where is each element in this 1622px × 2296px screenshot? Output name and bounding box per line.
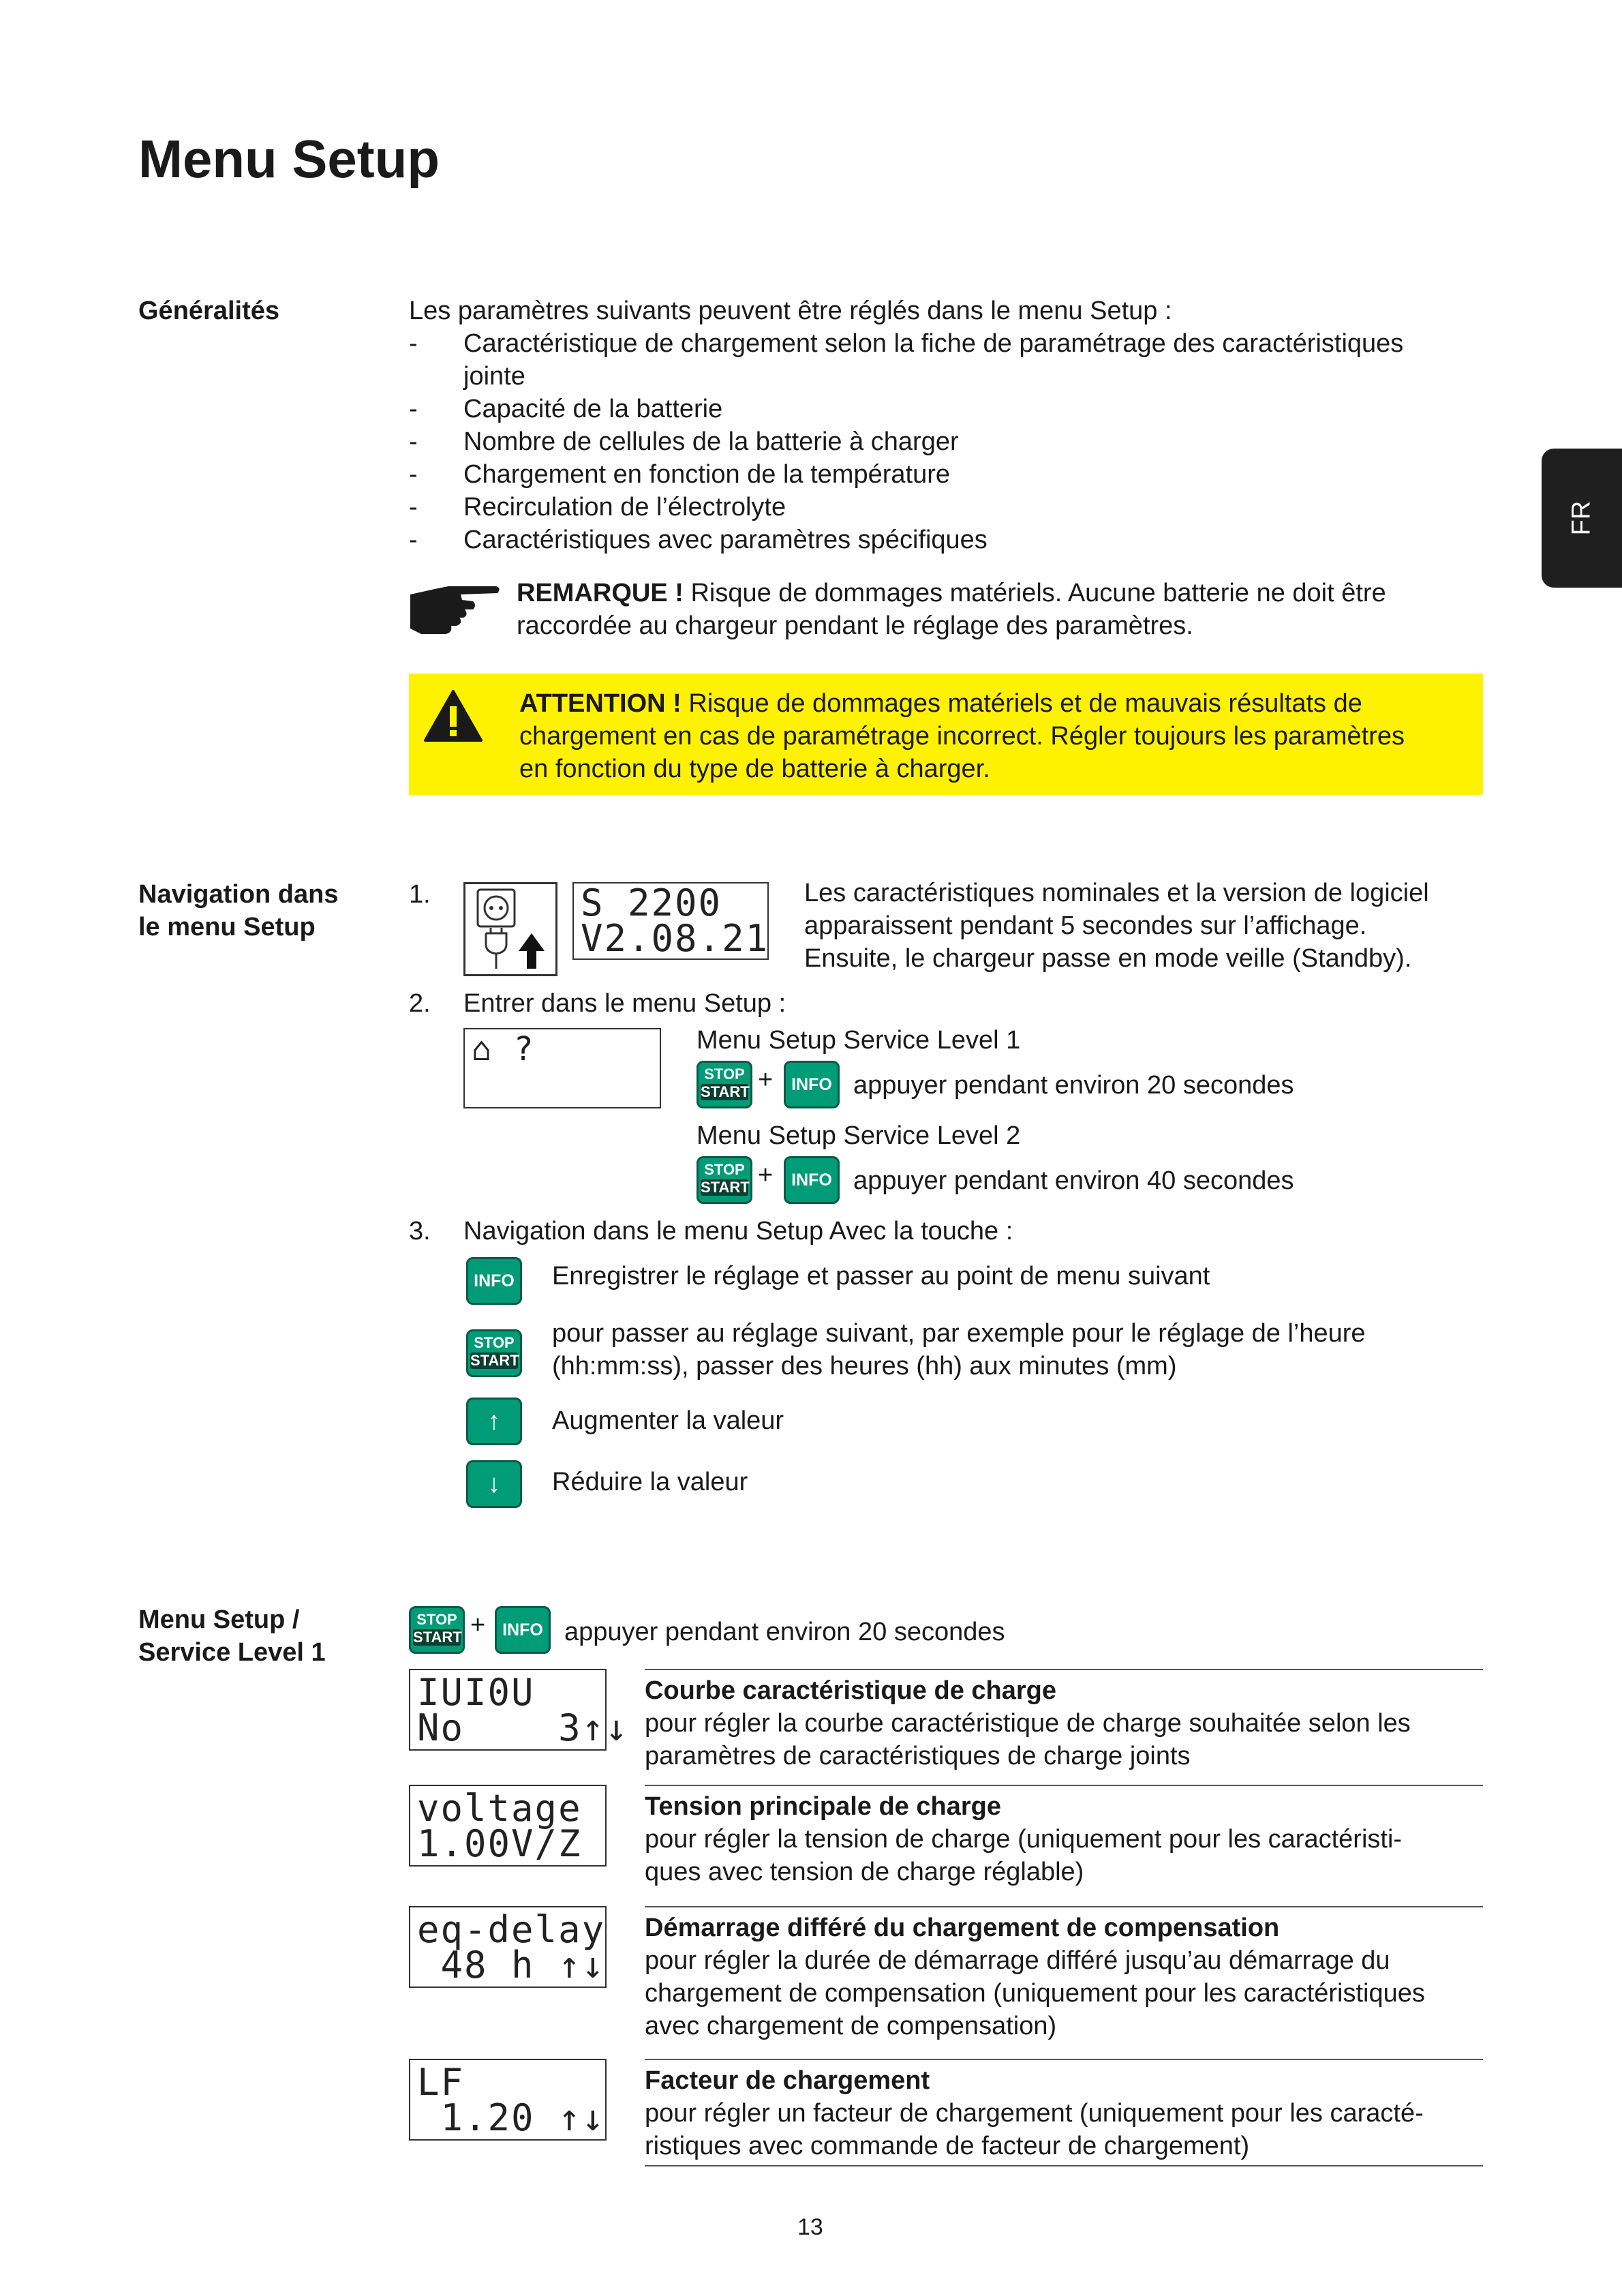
language-tab — [1542, 449, 1622, 588]
stop-label: STOP — [416, 1611, 457, 1628]
lcd-line1: S 2200 — [581, 881, 722, 924]
step1-text-1: Les caractéristiques nominales et la version de logiciel — [804, 879, 1429, 907]
language-tab-label: FR — [1567, 500, 1596, 536]
stop-key-description-1: pour passer au réglage suivant, par exemple pour le réglage de l’heure — [552, 1319, 1366, 1348]
service-level-press-text: appuyer pendant environ 20 secondes — [564, 1618, 1005, 1646]
list-item-text: Nombre de cellules de la batterie à charger — [463, 427, 959, 456]
entry-desc-1: pour régler un facteur de chargement (uniquement pour les caracté- — [645, 2099, 1424, 2128]
section-label-navigation-1: Navigation dans — [138, 880, 339, 909]
info-button[interactable]: INFO — [784, 1061, 840, 1108]
step2-text: Entrer dans le menu Setup : — [463, 989, 786, 1018]
list-dash: - — [409, 493, 418, 522]
page-number: 13 — [797, 2214, 823, 2240]
pointing-hand-icon — [408, 581, 503, 643]
entry-title: Tension principale de charge — [645, 1792, 1001, 1821]
step1-text-2: apparaissent pendant 5 secondes sur l’affichage. — [804, 911, 1367, 940]
info-key-description: Enregistrer le réglage et passer au point de menu suivant — [552, 1262, 1210, 1290]
charger-plug-icon — [463, 882, 557, 976]
attention-text: Risque de dommages matériels et de mauvais résultats de — [681, 689, 1362, 718]
entry-desc-2: ques avec tension de charge réglable) — [645, 1858, 1084, 1886]
info-button[interactable]: INFO — [466, 1257, 522, 1305]
info-button[interactable]: INFO — [784, 1156, 840, 1204]
lcd-line2: V2.08.21 — [581, 917, 769, 960]
divider — [645, 1906, 1483, 1907]
down-key-description: Réduire la valeur — [552, 1468, 748, 1496]
list-dash: - — [409, 526, 418, 554]
plus-sign: + — [758, 1066, 774, 1094]
stop-label: STOP — [474, 1334, 515, 1351]
lcd-display-version — [572, 882, 769, 960]
warning-icon — [423, 689, 484, 746]
list-item-text: Recirculation de l’électrolyte — [463, 493, 786, 522]
lcd-line1: IUI0U — [417, 1671, 535, 1714]
step1-text-3: Ensuite, le chargeur passe en mode veille (Standby). — [804, 944, 1412, 973]
remarque-text: Risque de dommages matériels. Aucune batterie ne doit être — [683, 579, 1386, 607]
lcd-line1: eq-delay — [417, 1908, 606, 1951]
lcd-line1: voltage — [417, 1787, 582, 1830]
section-label-service-level-2: Service Level 1 — [138, 1638, 326, 1667]
list-dash: - — [409, 329, 418, 358]
plus-sign: + — [470, 1611, 486, 1640]
info-button[interactable]: INFO — [495, 1606, 551, 1654]
stop-start-button[interactable] — [697, 1156, 752, 1204]
lcd-line1: ⌂ ? — [472, 1030, 535, 1068]
step3-text: Navigation dans le menu Setup Avec la touche : — [463, 1217, 1013, 1245]
entry-desc-3: avec chargement de compensation) — [645, 2012, 1057, 2040]
attention-line3: en fonction du type de batterie à charger. — [519, 755, 990, 783]
list-item-text: jointe — [463, 362, 525, 391]
list-item-text: Caractéristique de chargement selon la fiche de paramétrage des caractéristiques — [463, 329, 1404, 358]
service-level2-title: Menu Setup Service Level 2 — [697, 1121, 1021, 1150]
divider — [645, 1785, 1483, 1786]
list-item-text: Caractéristiques avec paramètres spécifiques — [463, 526, 988, 554]
lcd-display-charge-curve — [409, 1669, 629, 1751]
entry-desc-1: pour régler la tension de charge (uniquement pour les caractéristi- — [645, 1825, 1403, 1854]
divider — [645, 2165, 1483, 2166]
step-number: 1. — [409, 880, 431, 909]
start-label: START — [701, 1179, 750, 1196]
stop-start-button[interactable] — [697, 1061, 752, 1108]
start-label: START — [413, 1629, 462, 1646]
section-label-navigation-2: le menu Setup — [138, 913, 316, 941]
service-level1-press-text: appuyer pendant environ 20 secondes — [853, 1071, 1294, 1100]
page-title: Menu Setup — [138, 129, 440, 189]
up-key-description: Augmenter la valeur — [552, 1406, 784, 1435]
divider — [645, 1669, 1483, 1670]
entry-desc-1: pour régler la courbe caractéristique de charge souhaitée selon les — [645, 1709, 1411, 1738]
stop-start-button[interactable] — [466, 1329, 522, 1377]
start-label: START — [701, 1083, 750, 1100]
lcd-line2: 48 h ↑↓ — [417, 1944, 606, 1987]
plus-sign: + — [758, 1161, 774, 1190]
stop-start-button[interactable] — [409, 1606, 465, 1654]
start-label: START — [470, 1352, 519, 1369]
entry-desc-2: paramètres de caractéristiques de charge joints — [645, 1742, 1191, 1770]
entry-desc-2: chargement de compensation (uniquement pour les caractéristiques — [645, 1979, 1425, 2008]
divider — [645, 2059, 1483, 2060]
entry-desc-2: ristiques avec commande de facteur de chargement) — [645, 2132, 1250, 2160]
service-level2-press-text: appuyer pendant environ 40 secondes — [853, 1166, 1294, 1195]
step-number: 3. — [409, 1217, 431, 1245]
down-arrow-button[interactable]: ↓ — [466, 1460, 522, 1508]
attention-line1 — [519, 687, 1362, 720]
section-label-generalites: Généralités — [138, 297, 279, 325]
remarque-label: REMARQUE ! — [517, 579, 684, 607]
lcd-display-eq-delay — [409, 1906, 607, 1988]
entry-title: Courbe caractéristique de charge — [645, 1676, 1056, 1705]
entry-desc-1: pour régler la durée de démarrage différé jusqu’au démarrage du — [645, 1946, 1390, 1975]
attention-line2: chargement en cas de paramétrage incorrect. Régler toujours les paramètres — [519, 722, 1405, 751]
lcd-display-charge-factor — [409, 2059, 607, 2141]
list-dash: - — [409, 395, 418, 423]
lcd-line2: 1.00V/Z — [417, 1822, 582, 1865]
lcd-line1: LF — [417, 2061, 465, 2104]
attention-label: ATTENTION ! — [519, 689, 682, 718]
list-item-text: Capacité de la batterie — [463, 395, 723, 423]
entry-title: Démarrage différé du chargement de compensation — [645, 1914, 1280, 1942]
list-dash: - — [409, 460, 418, 489]
remarque-line2: raccordée au chargeur pendant le réglage des paramètres. — [517, 611, 1193, 640]
section-label-service-level-1: Menu Setup / — [138, 1605, 300, 1634]
remarque-line1 — [517, 577, 1386, 609]
lcd-display-voltage — [409, 1785, 607, 1867]
up-arrow-button[interactable]: ↑ — [466, 1398, 522, 1445]
generalites-intro: Les paramètres suivants peuvent être réglés dans le menu Setup : — [409, 297, 1172, 325]
stop-key-description-2: (hh:mm:ss), passer des heures (hh) aux minutes (mm) — [552, 1352, 1177, 1380]
lcd-line2: No 3↑↓ — [417, 1706, 629, 1749]
lcd-line2: 1.20 ↑↓ — [417, 2096, 606, 2139]
entry-title: Facteur de chargement — [645, 2066, 930, 2095]
list-item-text: Chargement en fonction de la température — [463, 460, 950, 489]
step-number: 2. — [409, 989, 431, 1018]
list-dash: - — [409, 427, 418, 456]
lcd-display-setup — [463, 1028, 661, 1108]
stop-label: STOP — [704, 1161, 745, 1178]
service-level1-title: Menu Setup Service Level 1 — [697, 1026, 1021, 1055]
stop-label: STOP — [704, 1066, 745, 1083]
